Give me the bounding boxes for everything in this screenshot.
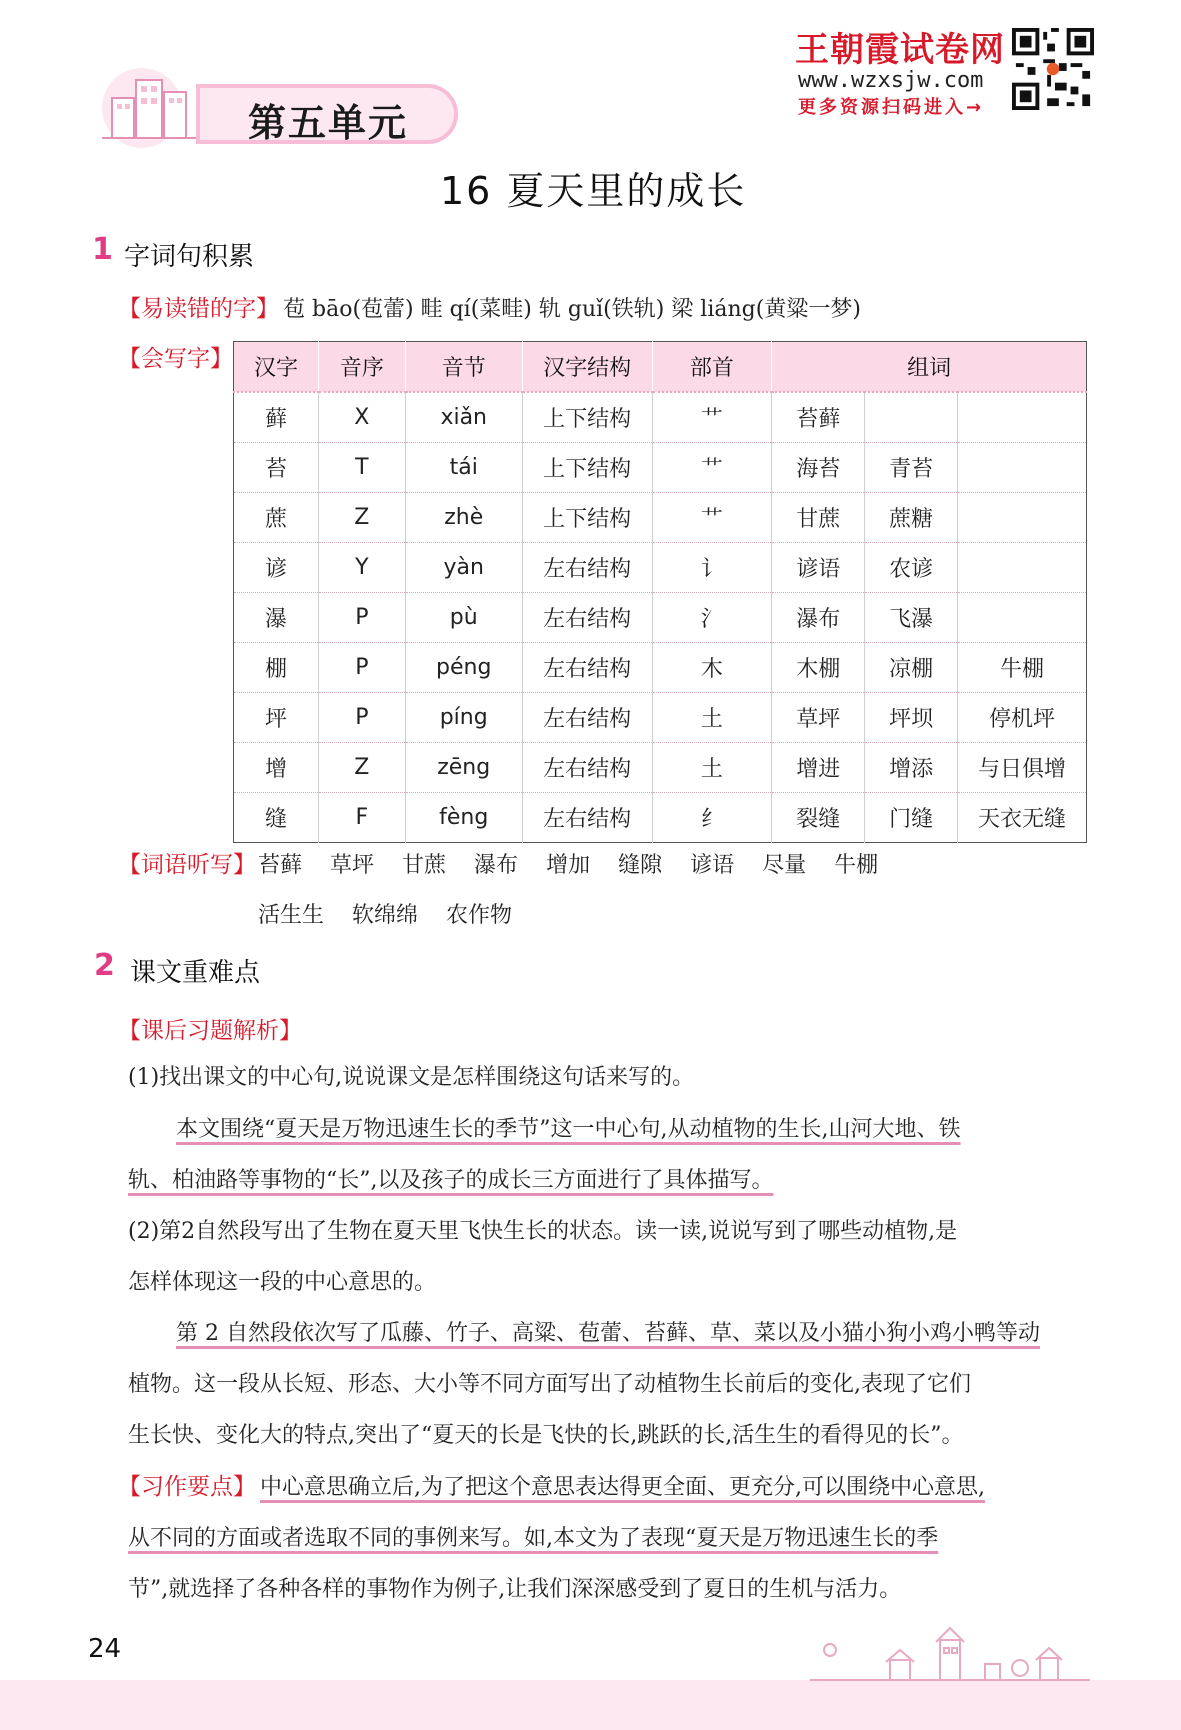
cell-yinxu: Y [318, 543, 405, 593]
cell-word-2: 飞瀑 [865, 593, 958, 643]
cell-jiegou: 左右结构 [522, 743, 652, 793]
cell-word-1: 苔藓 [772, 392, 865, 443]
cell-word-1: 甘蔗 [772, 493, 865, 543]
table-row [234, 443, 1087, 493]
cell-hanzi: 坪 [234, 693, 319, 743]
brand-url[interactable]: www.wzxsjw.com [798, 68, 984, 93]
header-yinjie: 音节 [405, 342, 522, 393]
header-yinxu: 音序 [318, 342, 405, 393]
cell-yinjie: yàn [405, 543, 522, 593]
cell-yinxu: X [318, 392, 405, 443]
cell-jiegou: 左右结构 [522, 593, 652, 643]
table-row [234, 392, 1087, 443]
dictation-word: 瀑布 [474, 853, 519, 878]
cell-yinjie: fèng [405, 793, 522, 843]
cell-yinxu: Z [318, 493, 405, 543]
dictation-word: 尽量 [762, 853, 807, 878]
easy-misread-tag: 【易读错的字】 [118, 296, 279, 322]
cell-yinxu: P [318, 643, 405, 693]
cell-yinjie: péng [405, 643, 522, 693]
writing-points-tag: 【习作要点】 [118, 1474, 256, 1500]
cell-bushou: 土 [652, 693, 772, 743]
cell-yinxu: Z [318, 743, 405, 793]
cell-yinjie: píng [405, 693, 522, 743]
cell-word-3 [958, 593, 1087, 643]
cell-bushou: 氵 [652, 593, 772, 643]
cell-bushou: 艹 [652, 443, 772, 493]
town-illustration-icon [810, 1620, 1090, 1682]
cell-word-1: 谚语 [772, 543, 865, 593]
answer-2-line-1 [176, 1316, 1040, 1347]
cell-bushou: 木 [652, 643, 772, 693]
cell-hanzi: 增 [234, 743, 319, 793]
cell-bushou: 讠 [652, 543, 772, 593]
answer-1-line-1-text: 本文围绕“夏天是万物迅速生长的季节”这一中心句,从动植物的生长,山河大地、铁 [176, 1117, 961, 1142]
dictation-word: 苔藓 [258, 853, 303, 878]
character-table [233, 341, 1087, 843]
dictation-word: 缝隙 [618, 853, 663, 878]
cell-hanzi: 蔗 [234, 493, 319, 543]
question-1: (1)找出课文的中心句,说说课文是怎样围绕这句话来写的。 [128, 1065, 695, 1090]
cell-hanzi: 谚 [234, 543, 319, 593]
cell-jiegou: 上下结构 [522, 392, 652, 443]
cell-word-2: 蔗糖 [865, 493, 958, 543]
cell-word-2: 凉棚 [865, 643, 958, 693]
answer-2-line-2: 植物。这一段从长短、形态、大小等不同方面写出了动植物生长前后的变化,表现了它们 [128, 1372, 971, 1397]
dictation-word: 谚语 [690, 853, 735, 878]
answer-2-line-3: 生长快、变化大的特点,突出了“夏天的长是飞快的长,跳跃的长,活生生的看得见的长”。 [128, 1423, 964, 1448]
cell-word-3: 停机坪 [958, 693, 1087, 743]
city-illustration-icon [92, 58, 212, 150]
cell-hanzi: 苔 [234, 443, 319, 493]
cell-yinxu: P [318, 693, 405, 743]
brand-title: 王朝霞试卷网 [795, 30, 1005, 70]
cell-bushou: 艹 [652, 493, 772, 543]
writing-line-1 [260, 1470, 985, 1501]
cell-yinjie: zhè [405, 493, 522, 543]
cell-word-3 [958, 392, 1087, 443]
cell-word-1: 海苔 [772, 443, 865, 493]
unit-title: 第五单元 [248, 101, 409, 145]
cell-hanzi: 藓 [234, 392, 319, 443]
table-row [234, 643, 1087, 693]
cell-jiegou: 上下结构 [522, 443, 652, 493]
page-number: 24 [88, 1634, 122, 1664]
dictation-word: 活生生 [258, 903, 325, 928]
table-row [234, 593, 1087, 643]
cell-word-2: 农谚 [865, 543, 958, 593]
cell-yinjie: tái [405, 443, 522, 493]
footer-band [0, 1680, 1181, 1730]
cell-jiegou: 左右结构 [522, 643, 652, 693]
writing-line-2 [128, 1521, 938, 1552]
dictation-word: 草坪 [330, 853, 375, 878]
table-header-row [234, 342, 1087, 393]
writing-line-1-text: 中心意思确立后,为了把这个意思表达得更全面、更充分,可以围绕中心意思, [260, 1475, 985, 1500]
cell-yinjie: xiǎn [405, 392, 522, 443]
cell-word-2: 增添 [865, 743, 958, 793]
dictation-tag: 【词语听写】 [118, 852, 256, 878]
cell-word-3: 牛棚 [958, 643, 1087, 693]
table-row [234, 543, 1087, 593]
cell-yinjie: zēng [405, 743, 522, 793]
cell-word-2: 门缝 [865, 793, 958, 843]
table-row [234, 693, 1087, 743]
cell-word-2: 青苔 [865, 443, 958, 493]
write-characters-tag: 【会写字】 [118, 346, 233, 372]
cell-word-3 [958, 543, 1087, 593]
cell-bushou: 土 [652, 743, 772, 793]
dictation-word: 增加 [546, 853, 591, 878]
cell-jiegou: 上下结构 [522, 493, 652, 543]
qr-code-icon[interactable] [1012, 28, 1094, 110]
answer-1-line-1 [176, 1112, 960, 1143]
cell-word-1: 草坪 [772, 693, 865, 743]
cell-hanzi: 棚 [234, 643, 319, 693]
dictation-line-2 [258, 898, 540, 929]
cell-yinxu: F [318, 793, 405, 843]
section-1-number: 1 [92, 232, 113, 267]
cell-yinjie: pù [405, 593, 522, 643]
cell-word-2 [865, 392, 958, 443]
answer-1-line-2 [128, 1163, 774, 1194]
cell-word-1: 瀑布 [772, 593, 865, 643]
dictation-word: 牛棚 [834, 853, 879, 878]
header-zuci: 组词 [772, 342, 1087, 393]
header-hanzi: 汉字 [234, 342, 319, 393]
lesson-title: 16 夏天里的成长 [440, 169, 747, 213]
table-row [234, 743, 1087, 793]
cell-word-3: 天衣无缝 [978, 807, 1067, 832]
cell-hanzi: 缝 [234, 793, 319, 843]
cell-word-1: 增进 [772, 743, 865, 793]
writing-line-2-text: 从不同的方面或者选取不同的事例来写。如,本文为了表现“夏天是万物迅速生长的季 [128, 1526, 939, 1551]
question-2-line-2: 怎样体现这一段的中心意思的。 [128, 1270, 437, 1295]
brand-scan-hint: 更多资源扫码进入→ [798, 97, 985, 118]
cell-word-1: 裂缝 [772, 793, 865, 843]
header-jiegou: 汉字结构 [522, 342, 652, 393]
answer-2-line-1-text: 第 2 自然段依次写了瓜藤、竹子、高粱、苞蕾、苔藓、草、菜以及小猫小狗小鸡小鸭等动 [176, 1321, 1040, 1346]
cell-word-3: 与日俱增 [958, 743, 1087, 793]
cell-bushou: 艹 [652, 392, 772, 443]
exercise-analysis-tag: 【课后习题解析】 [118, 1018, 302, 1044]
section-2-title: 课文重难点 [130, 958, 261, 988]
cell-bushou: 纟 [652, 793, 772, 843]
dictation-line-1 [258, 848, 906, 879]
cell-jiegou: 左右结构 [522, 543, 652, 593]
cell-word-2: 坪坝 [865, 693, 958, 743]
header-bushou: 部首 [652, 342, 772, 393]
section-2-number: 2 [94, 948, 115, 983]
table-row [234, 493, 1087, 543]
table-row [234, 793, 1087, 843]
cell-hanzi: 瀑 [234, 593, 319, 643]
dictation-word: 农作物 [446, 903, 513, 928]
cell-yinxu: P [318, 593, 405, 643]
cell-jiegou: 左右结构 [522, 693, 652, 743]
cell-word-3 [958, 493, 1087, 543]
question-2-line-1: (2)第2自然段写出了生物在夏天里飞快生长的状态。读一读,说说写到了哪些动植物,是 [128, 1219, 958, 1244]
dictation-word: 甘蔗 [402, 853, 447, 878]
cell-word-1: 木棚 [772, 643, 865, 693]
easy-misread-text: 苞 bāo(苞蕾) 畦 qí(菜畦) 轨 guǐ(铁轨) 梁 liáng(黄粱一梦) [283, 297, 861, 322]
writing-line-3: 节”,就选择了各种各样的事物作为例子,让我们深深感受到了夏日的生机与活力。 [128, 1577, 902, 1602]
cell-word-3 [958, 443, 1087, 493]
cell-jiegou: 左右结构 [522, 793, 652, 843]
cell-yinxu: T [318, 443, 405, 493]
section-1-title: 字词句积累 [124, 242, 255, 272]
dictation-word: 软绵绵 [352, 903, 419, 928]
answer-1-line-2-text: 轨、柏油路等事物的“长”,以及孩子的成长三方面进行了具体描写。 [128, 1168, 774, 1193]
